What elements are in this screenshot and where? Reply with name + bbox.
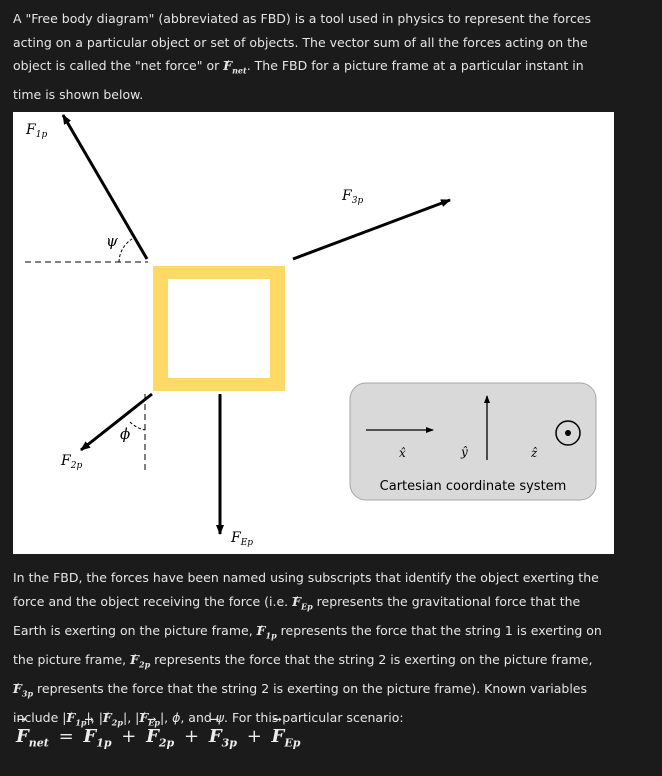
equals-sign: = [58, 726, 74, 747]
intro-text-2: . The FBD for a picture frame at a particular instant in time is shown below. [13, 58, 584, 102]
legend-z-label: ẑ [531, 446, 538, 460]
explanation-text-5: represents the force that the string 2 is exerting on the picture frame). Known variables include [13, 680, 587, 725]
label-f3p: $F_{3p}$ [342, 188, 364, 206]
equation-term-2p: → $F_{2p}$ [146, 726, 174, 747]
label-f2p: $F_{2p}$ [61, 453, 83, 471]
plus-sign: + [246, 726, 262, 747]
equation-term-3p: → $F_{3p}$ [209, 726, 237, 747]
equation-term-1p: → $F_{1p}$ [83, 726, 111, 747]
label-fep: $F_{Ep}$ [231, 530, 254, 548]
label-f1p: $F_{1p}$ [26, 122, 48, 140]
force-3p-arrow [293, 200, 450, 259]
known-variables: |→ $F_{1p}|$, |→ $F_{2p}|$, |→ $F_{Ep}|$, ϕ, and ψ [62, 710, 224, 725]
plus-sign: + [184, 726, 200, 747]
explanation-text-6: . For this particular scenario: [224, 709, 404, 725]
coordinate-legend [350, 383, 596, 500]
label-phi: ϕ [120, 425, 131, 443]
explanation-text-4: represents the force that the string 2 is exerting on the picture frame, [150, 651, 593, 667]
explanation-text-2: represents the gravitational force that the Earth is exerting on the picture frame, [13, 593, 581, 638]
explanation-text-1: In the FBD, the forces have been named using subscripts that identify the object exerting the force and the object receiving the force (i.e. [13, 570, 599, 609]
equation-term-ep: → $F_{Ep}$ [272, 726, 301, 747]
legend-x-label: x̂ [399, 446, 406, 460]
explanation-text-3: represents the force that the string 1 is exerting on the picture frame, [13, 622, 602, 667]
phi-angle-arc [130, 422, 145, 430]
vector-f-1p: → $F_{1p}$ [257, 623, 277, 638]
force-2p-arrow [81, 394, 152, 450]
plus-sign: + [121, 726, 137, 747]
vector-f-2p: → $F_{2p}$ [130, 652, 150, 667]
equation-lhs: → $F_{net}$ [16, 726, 49, 747]
force-1p-arrow [63, 115, 147, 259]
legend-y-label: ŷ [461, 445, 468, 459]
intro-paragraph [13, 7, 613, 107]
psi-angle-arc [119, 239, 132, 262]
legend-caption: Cartesian coordinate system [379, 479, 567, 494]
net-force-equation [16, 726, 300, 750]
intro-text-1: A "Free body diagram" (abbreviated as FBD) is a tool used in physics to represent the forces acting on a particular object or set of objects. The vector sum of all the forces acting on the object is called the "net force" or [13, 11, 592, 73]
vector-f-ep: → $F_{Ep}$ [292, 594, 313, 609]
explanation-paragraph [13, 566, 613, 735]
net-force-symbol: → $F_{net}$ [223, 58, 246, 73]
picture-frame [153, 266, 285, 391]
free-body-diagram [13, 112, 614, 554]
vector-f-3p: → $F_{3p}$ [13, 681, 33, 696]
label-psi: ψ [106, 232, 118, 250]
